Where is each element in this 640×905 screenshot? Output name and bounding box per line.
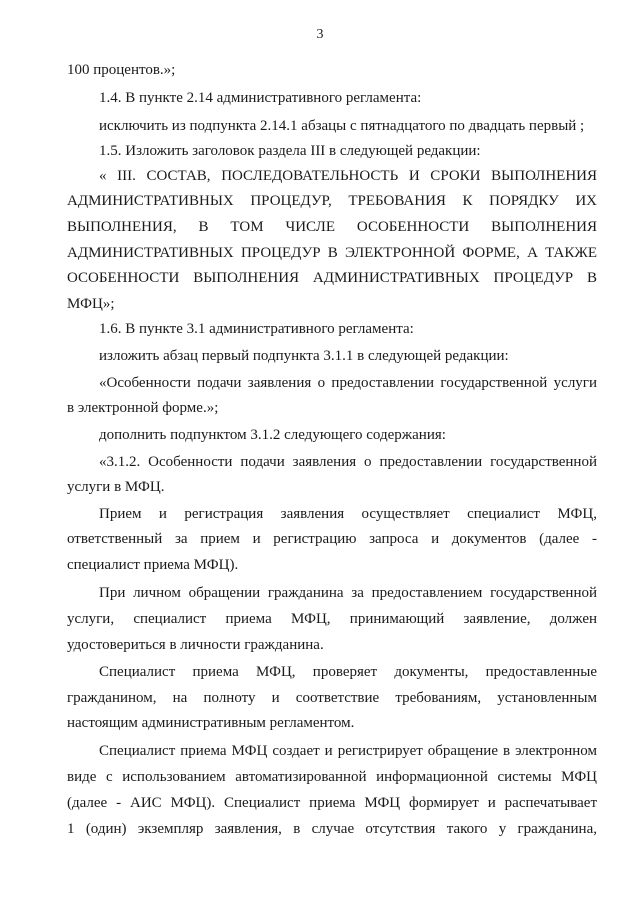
text-line: 1.4. В пункте 2.14 административного регламента: bbox=[99, 90, 422, 106]
text-line: дополнить подпунктом 3.1.2 следующего содержания: bbox=[99, 427, 446, 443]
text-line: ОСОБЕННОСТИ ВЫПОЛНЕНИЯ АДМИНИСТРАТИВНЫХ ПРОЦЕДУР В bbox=[67, 270, 597, 286]
text-line: При личном обращении гражданина за предоставлением государственной bbox=[99, 585, 597, 601]
text-line: в электронной форме.»; bbox=[67, 400, 219, 416]
text-line: гражданином, на полноту и соответствие требованиям, установленным bbox=[67, 690, 597, 706]
text-line: услуги, специалист приема МФЦ, принимающий заявление, должен bbox=[67, 611, 597, 627]
text-line: ВЫПОЛНЕНИЯ, В ТОМ ЧИСЛЕ ОСОБЕННОСТИ ВЫПОЛНЕНИЯ bbox=[67, 219, 597, 235]
text-line: 1.5. Изложить заголовок раздела III в следующей редакции: bbox=[99, 143, 481, 159]
text-line: изложить абзац первый подпункта 3.1.1 в следующей редакции: bbox=[99, 348, 509, 364]
text-line: удостовериться в личности гражданина. bbox=[67, 637, 324, 653]
text-line: МФЦ»; bbox=[67, 296, 115, 312]
text-line: виде с использованием автоматизированной информационной системы МФЦ bbox=[67, 769, 597, 785]
text-line: АДМИНИСТРАТИВНЫХ ПРОЦЕДУР, ТРЕБОВАНИЯ К ПОРЯДКУ ИХ bbox=[67, 193, 597, 209]
text-line: Специалист приема МФЦ, проверяет документы, предоставленные bbox=[99, 664, 597, 680]
text-line: АДМИНИСТРАТИВНЫХ ПРОЦЕДУР В ЭЛЕКТРОННОЙ ФОРМЕ, А ТАКЖЕ bbox=[67, 245, 597, 261]
text-line: Специалист приема МФЦ создает и регистрирует обращение в электронном bbox=[99, 743, 597, 759]
text-line: услуги в МФЦ. bbox=[67, 479, 165, 495]
text-line: 1 (один) экземпляр заявления, в случае отсутствия такого у гражданина, bbox=[67, 821, 597, 837]
text-line: исключить из подпункта 2.14.1 абзацы с пятнадцатого по двадцать первый ; bbox=[99, 118, 585, 134]
text-line: «Особенности подачи заявления о предоставлении государственной услуги bbox=[99, 375, 597, 391]
text-line: ответственный за прием и регистрацию запроса и документов (далее - bbox=[67, 531, 597, 547]
text-line: 1.6. В пункте 3.1 административного регламента: bbox=[99, 321, 414, 337]
text-line: 100 процентов.»; bbox=[67, 62, 176, 78]
text-line: настоящим административным регламентом. bbox=[67, 715, 355, 731]
text-line: Прием и регистрация заявления осуществляет специалист МФЦ, bbox=[99, 506, 597, 522]
text-line: специалист приема МФЦ). bbox=[67, 557, 239, 573]
text-line: (далее - АИС МФЦ). Специалист приема МФЦ формирует и распечатывает bbox=[67, 795, 597, 811]
text-line: «3.1.2. Особенности подачи заявления о предоставлении государственной bbox=[99, 454, 597, 470]
page-number: 3 bbox=[316, 27, 324, 42]
text-line: « III. СОСТАВ, ПОСЛЕДОВАТЕЛЬНОСТЬ И СРОКИ ВЫПОЛНЕНИЯ bbox=[99, 168, 597, 184]
